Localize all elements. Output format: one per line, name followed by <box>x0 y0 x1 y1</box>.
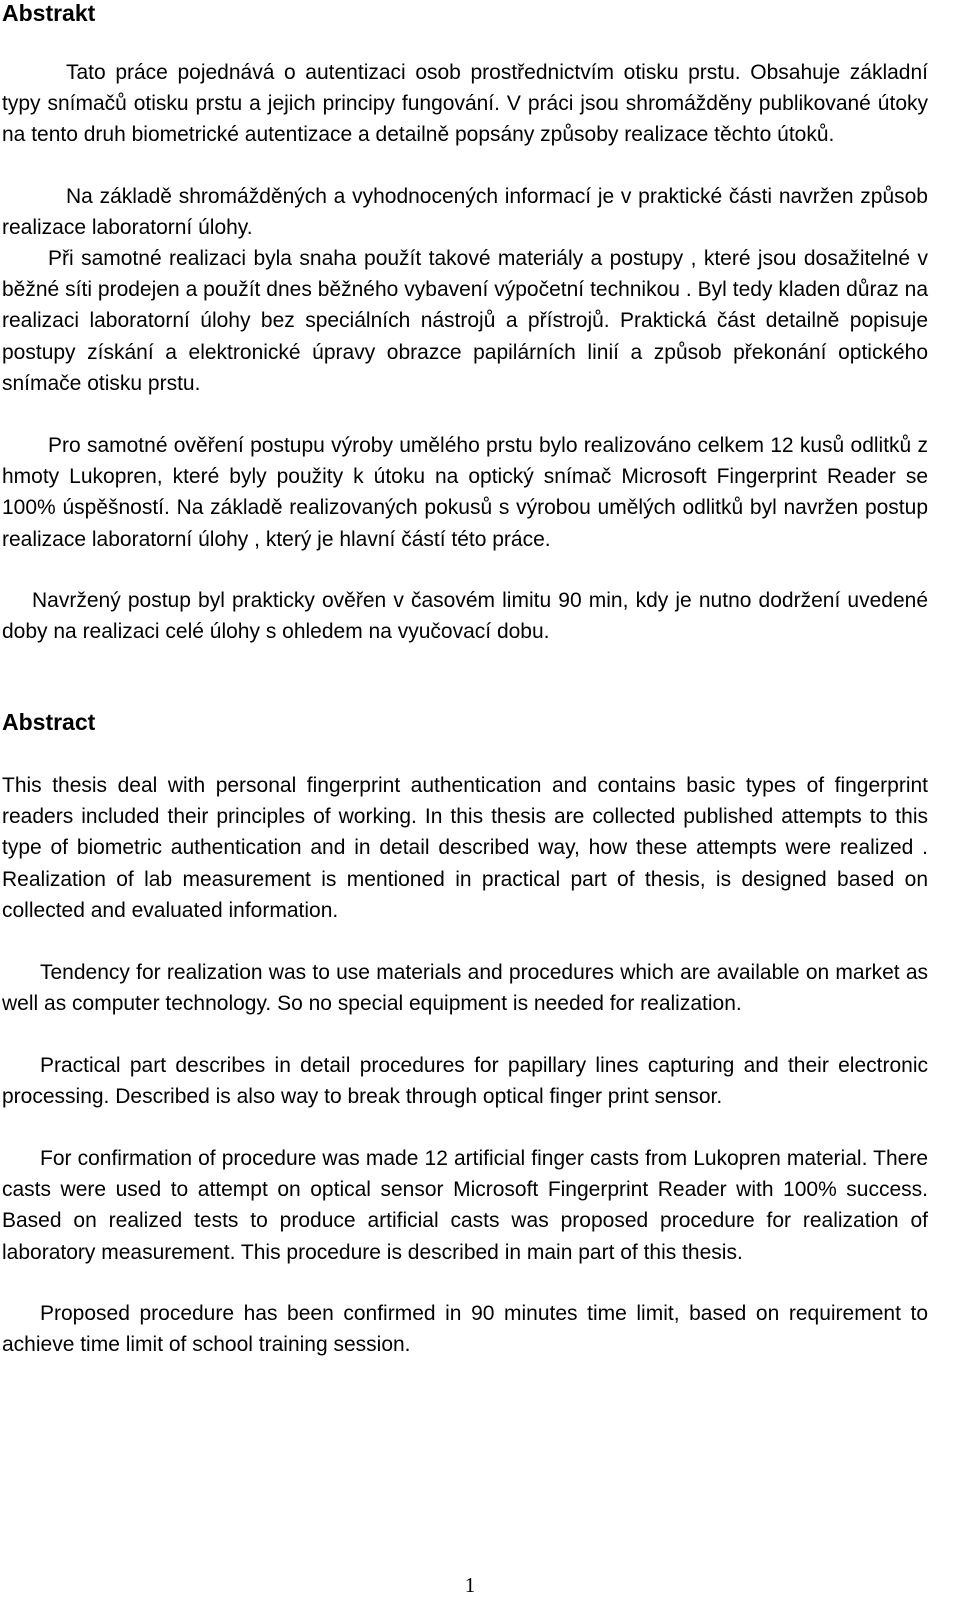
english-paragraph-1: This thesis deal with personal fingerprint authentication and contains basic types of fingerprint readers included their principles of working. In this thesis are collected published attempts to this type of biometric authentication and in detail described way, how these attempts were realized . Realization of lab measurement is mentioned in practical part of thesis, is designed based on collected and evaluated information. <box>2 774 928 922</box>
english-paragraph-5: Proposed procedure has been confirmed in 90 minutes time limit, based on requirement to achieve time limit of school training session. <box>2 1302 928 1357</box>
page-number: 1 <box>464 1573 476 1597</box>
english-abstract-heading: Abstract <box>2 709 96 735</box>
czech-abstract-heading: Abstrakt <box>2 0 96 26</box>
english-paragraph-3: Practical part describes in detail procedures for papillary lines capturing and their electronic processing. Described is also way to break through optical finger print sensor. <box>2 1054 928 1109</box>
czech-paragraph-4: Pro samotné ověření postupu výroby umělého prstu bylo realizováno celkem 12 kusů odlitků z hmoty Lukopren, které byly použity k útoku na optický snímač Microsoft Fingerprint Reader se 100% úspěšností. Na základě realizovaných pokusů s výrobou umělých odlitků byl navržen postup realizace laboratorní úlohy , který je hlavní částí této práce. <box>2 434 928 551</box>
english-paragraph-2: Tendency for realization was to use materials and procedures which are available on market as well as computer technology. So no special equipment is needed for realization. <box>2 961 928 1016</box>
english-paragraph-4: For confirmation of procedure was made 12 artificial finger casts from Lukopren material. There casts were used to attempt on optical sensor Microsoft Fingerprint Reader with 100% success. Based on realized tests to produce artificial casts was proposed procedure for realization of laboratory measurement. This procedure is described in main part of this thesis. <box>2 1147 928 1264</box>
czech-paragraph-3: Při samotné realizaci byla snaha použít takové materiály a postupy , které jsou dosažitelné v běžné síti prodejen a použít dnes běžného vybavení výpočetní technikou . Byl tedy kladen důraz na realizaci laboratorní úlohy bez speciálních nástrojů a přístrojů. Praktická část detailně popisuje postupy získání a elektronické úpravy obrazce papilárních linií a způsob překonání optického snímače otisku prstu. <box>2 247 928 395</box>
czech-paragraph-2: Na základě shromážděných a vyhodnocených informací je v praktické části navržen způsob realizace laboratorní úlohy. <box>2 185 928 240</box>
czech-paragraph-5: Navržený postup byl prakticky ověřen v časovém limitu 90 min, kdy je nutno dodržení uvedené doby na realizaci celé úlohy s ohledem na vyučovací dobu. <box>2 589 928 644</box>
czech-paragraph-1: Tato práce pojednává o autentizaci osob prostřednictvím otisku prstu. Obsahuje základní typy snímačů otisku prstu a jejich principy fungování. V práci jsou shromážděny publikované útoky na tento druh biometrické autentizace a detailně popsány způsoby realizace těchto útoků. <box>2 61 928 147</box>
